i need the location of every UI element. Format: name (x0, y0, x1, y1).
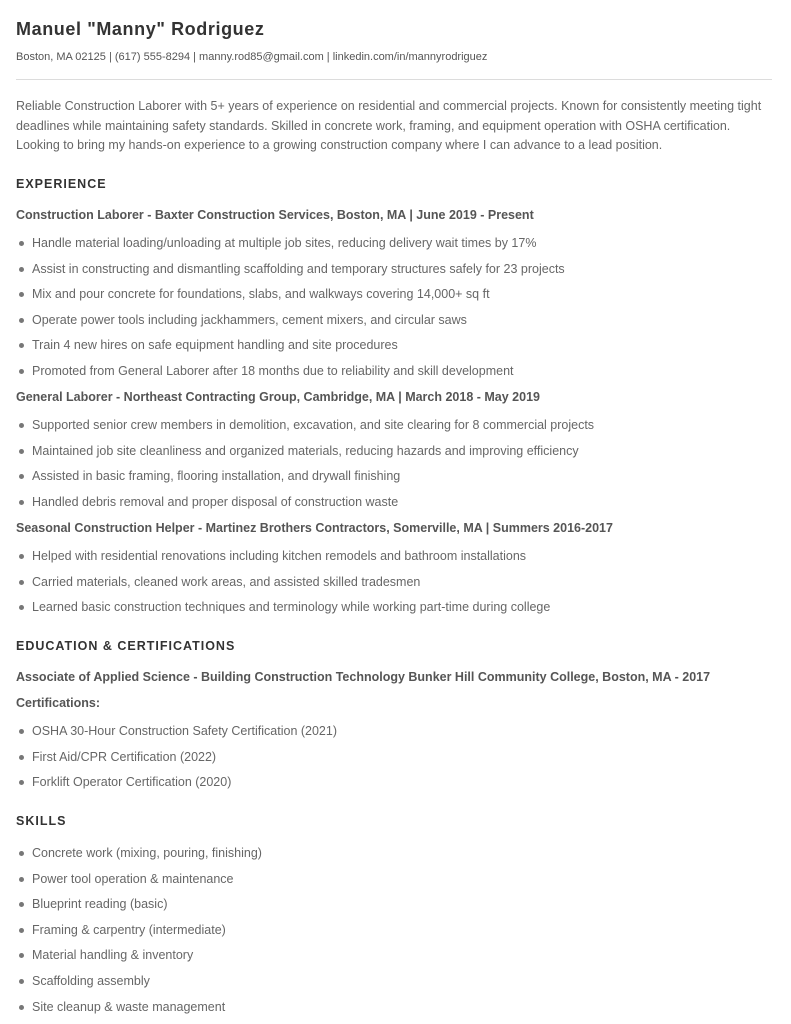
candidate-name: Manuel "Manny" Rodriguez (16, 19, 265, 39)
job-bullets-northeast (16, 417, 594, 519)
list-item: Helped with residential renovations including kitchen remodels and bathroom installations (16, 548, 550, 574)
list-item: Scaffolding assembly (16, 973, 262, 999)
certification-list (16, 723, 337, 800)
list-item: Carried materials, cleaned work areas, and assisted skilled tradesmen (16, 574, 550, 600)
list-item: Assisted in basic framing, flooring installation, and drywall finishing (16, 468, 594, 494)
list-item: Forklift Operator Certification (2020) (16, 774, 337, 800)
list-item: Handle material loading/unloading at multiple job sites, reducing delivery wait times by 17% (16, 235, 565, 261)
job-heading-northeast: General Laborer - Northeast Contracting Group, Cambridge, MA | March 2018 - May 2019 (16, 390, 540, 404)
list-item: Power tool operation & maintenance (16, 871, 262, 897)
skills-heading: SKILLS (16, 814, 67, 828)
experience-heading: EXPERIENCE (16, 177, 107, 191)
list-item: Maintained job site cleanliness and organized materials, reducing hazards and improving efficiency (16, 443, 594, 469)
skills-list (16, 845, 262, 1024)
list-item: Promoted from General Laborer after 18 months due to reliability and skill development (16, 363, 565, 389)
list-item: Framing & carpentry (intermediate) (16, 922, 262, 948)
contact-info: Boston, MA 02125 | (617) 555-8294 | manny.rod85@gmail.com | linkedin.com/in/mannyrodriguez (16, 51, 488, 63)
list-item: Concrete work (mixing, pouring, finishing) (16, 845, 262, 871)
list-item: Mix and pour concrete for foundations, slabs, and walkways covering 14,000+ sq ft (16, 286, 565, 312)
list-item: Material handling & inventory (16, 947, 262, 973)
list-item: Supported senior crew members in demolition, excavation, and site clearing for 8 commercial projects (16, 417, 594, 443)
list-item: Train 4 new hires on safe equipment handling and site procedures (16, 337, 565, 363)
list-item: OSHA 30-Hour Construction Safety Certification (2021) (16, 723, 337, 749)
certifications-label: Certifications: (16, 696, 101, 710)
list-item: Site cleanup & waste management (16, 999, 262, 1024)
job-heading-martinez: Seasonal Construction Helper - Martinez Brothers Contractors, Somerville, MA | Summers 2016-2017 (16, 521, 613, 535)
job-bullets-martinez (16, 548, 550, 625)
professional-summary: Reliable Construction Laborer with 5+ years of experience on residential and commercial projects. Known for consistently meeting tight deadlines while maintaining safety standards. Skilled in concrete work, framing, and equipment operation with OSHA certification. Looking to bring my hands-on experience to a growing construction company where I can advance to a lead position. (16, 99, 762, 152)
education-heading: EDUCATION & CERTIFICATIONS (16, 639, 236, 653)
header-divider (16, 79, 772, 80)
list-item: Handled debris removal and proper disposal of construction waste (16, 494, 594, 520)
list-item: Assist in constructing and dismantling scaffolding and temporary structures safely for 23 projects (16, 261, 565, 287)
list-item: Learned basic construction techniques and terminology while working part-time during college (16, 599, 550, 625)
job-heading-baxter: Construction Laborer - Baxter Construction Services, Boston, MA | June 2019 - Present (16, 208, 534, 222)
list-item: Operate power tools including jackhammers, cement mixers, and circular saws (16, 312, 565, 338)
job-bullets-baxter (16, 235, 565, 389)
degree-line: Associate of Applied Science - Building Construction Technology Bunker Hill Community College, Boston, MA - 2017 (16, 670, 711, 684)
list-item: First Aid/CPR Certification (2022) (16, 749, 337, 775)
list-item: Blueprint reading (basic) (16, 896, 262, 922)
